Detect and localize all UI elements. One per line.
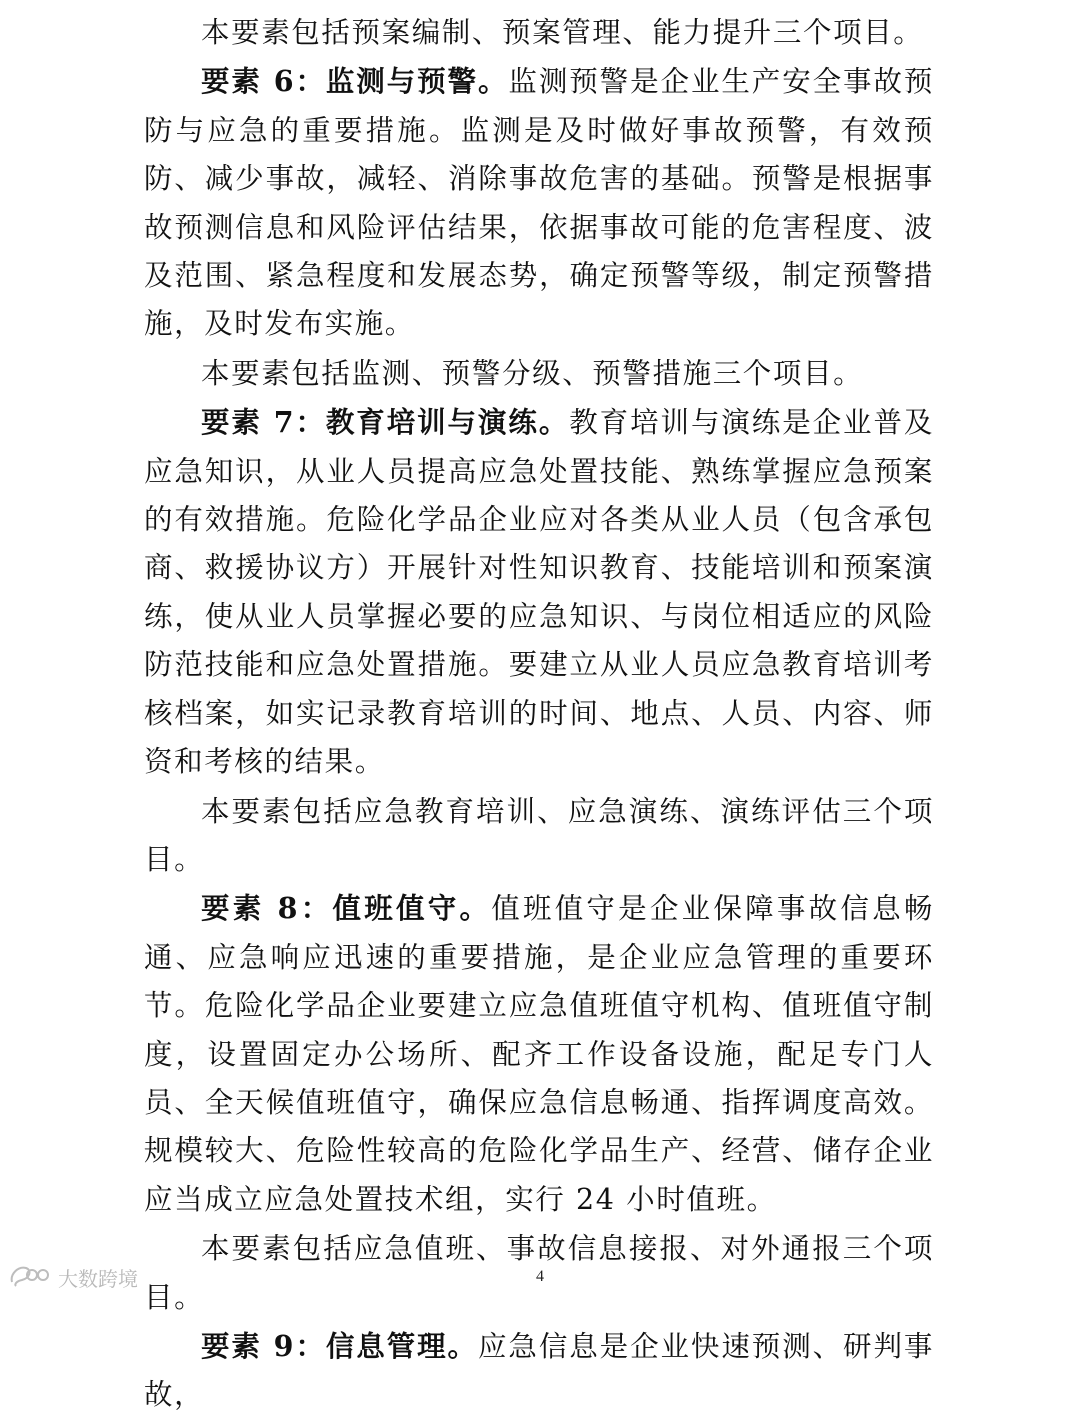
paragraph-3 (144, 349, 934, 398)
paragraph-element-9 (144, 1322, 934, 1420)
paragraph-element-8 (144, 884, 934, 1224)
element-6-text: 监测预警是企业生产安全事故预防与应急的重要措施。监测是及时做好事故预警，有效预防、减少事故，减轻、消除事故危害的基础。预警是根据事故预测信息和风险评估结果，依据事故可能的危害程度、波及范围、紧急程度和发展态势，确定预警等级，制定预警措施，及时发布实施。 (144, 65, 934, 341)
paragraph-7-text: 本要素包括应急值班、事故信息接报、对外通报三个项目。 (144, 1232, 934, 1314)
element-9-text: 应急信息是企业快速预测、研判事故， (144, 1329, 934, 1412)
element-7-heading: 要素 7：教育培训与演练。 (201, 405, 570, 440)
element-8-heading: 要素 8：值班值守。 (201, 891, 492, 926)
element-8-text: 值班值守是企业保障事故信息畅通、应急响应迅速的重要措施，是企业应急管理的重要环节。危险化学品企业要建立应急值班值守机构、值班值守制度，设置固定办公场所、配齐工作设备设施，配足专门人员、全天候值班值守，确保应急信息畅通、指挥调度高效。规模较大、危险性较高的危险化学品生产、经营、储存企业应当成立应急处置技术组，实行 24 小时值班。 (144, 892, 934, 1216)
document-body (144, 8, 934, 1420)
element-7-text: 教育培训与演练是企业普及应急知识，从业人员提高应急处置技能、熟练掌握应急预案的有效措施。危险化学品企业应对各类从业人员（包含承包商、救援协议方）开展针对性知识教育、技能培训和预案演练，使从业人员掌握必要的应急知识、与岗位相适应的风险防范技能和应急处置措施。要建立从业人员应急教育培训考核档案，如实记录教育培训的时间、地点、人员、内容、师资和考核的结果。 (144, 406, 934, 779)
paragraph-1 (144, 8, 934, 57)
paragraph-5 (144, 787, 934, 885)
watermark-text: 大数跨境 (58, 1267, 138, 1291)
paragraph-element-7 (144, 398, 934, 786)
paragraph-element-6 (144, 57, 934, 348)
paragraph-5-text: 本要素包括应急教育培训、应急演练、演练评估三个项目。 (144, 794, 934, 876)
element-9-heading: 要素 9：信息管理。 (201, 1328, 478, 1363)
element-6-heading: 要素 6：监测与预警。 (201, 64, 509, 99)
paragraph-3-text: 本要素包括监测、预警分级、预警措施三个项目。 (201, 356, 864, 390)
page-number: 4 (536, 1268, 544, 1285)
paragraph-1-text: 本要素包括预案编制、预案管理、能力提升三个项目。 (201, 16, 924, 49)
